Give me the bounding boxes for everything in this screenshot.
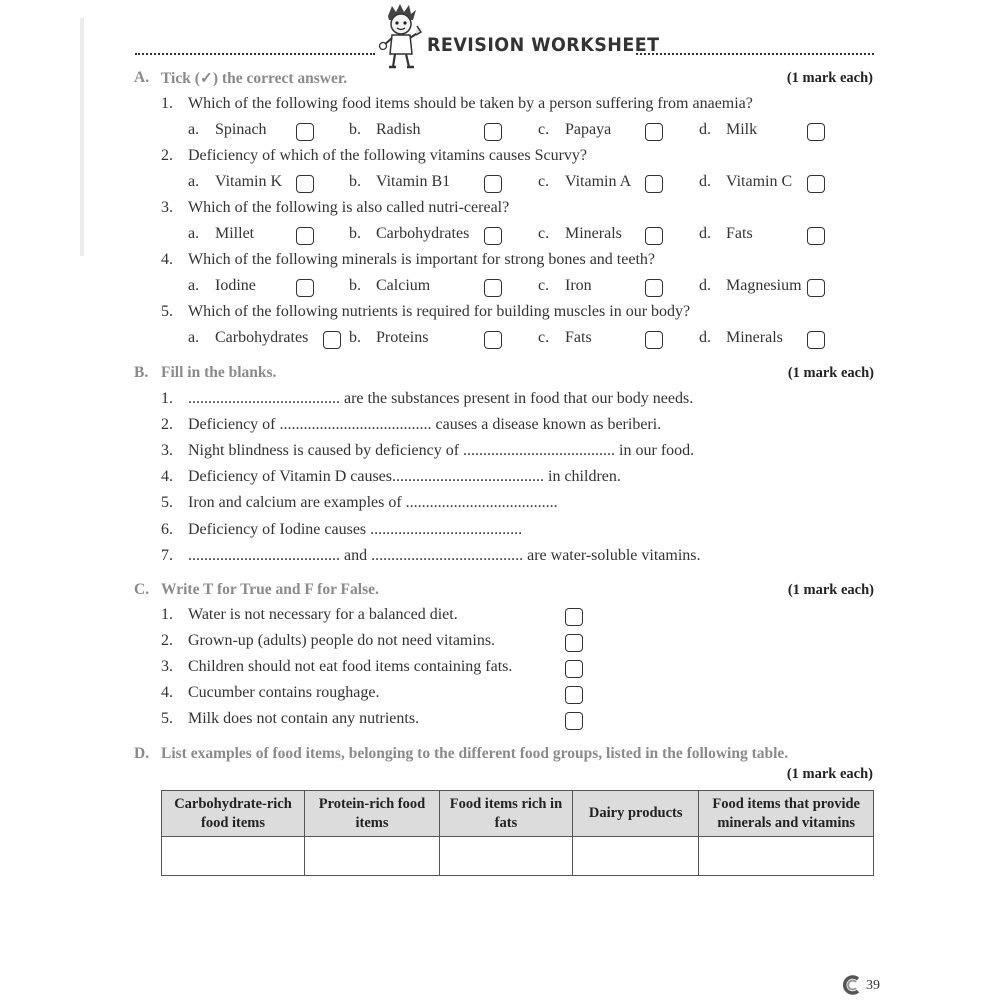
tf-item-number: 3. (161, 658, 173, 675)
publisher-logo-icon (843, 975, 861, 995)
option-letter: c. (538, 277, 550, 294)
answer-checkbox[interactable] (296, 175, 314, 193)
blank-item-text: Deficiency of Vitamin D causes...................................... in children. (188, 468, 621, 486)
page-margin-shade (80, 18, 84, 256)
section-c-heading: Write T for True and F for False. (161, 581, 379, 598)
scientist-mascot-icon (378, 2, 424, 70)
option-label: Iron (565, 277, 592, 294)
option-letter: a. (188, 329, 200, 346)
table-header-cell (439, 791, 572, 837)
question-text: Which of the following food items should be taken by a person suffering from anaemia? (188, 95, 753, 112)
question-text: Deficiency of which of the following vitamins causes Scurvy? (188, 147, 587, 164)
option-label: Millet (215, 225, 255, 242)
option-letter: c. (538, 173, 550, 190)
option-letter: b. (349, 173, 361, 190)
tf-answer-box[interactable] (565, 686, 583, 704)
option-letter: a. (188, 121, 200, 138)
section-d-marks: (1 mark each) (786, 766, 873, 782)
tf-statement: Cucumber contains roughage. (188, 684, 380, 701)
answer-checkbox[interactable] (296, 123, 314, 141)
option-label: Carbohydrates (376, 225, 470, 242)
answer-checkbox[interactable] (484, 331, 502, 349)
tf-statement: Water is not necessary for a balanced diet. (188, 606, 458, 623)
section-a-heading: Tick (✓) the correct answer. (161, 70, 348, 87)
option-label: Milk (726, 121, 758, 138)
option-label: Papaya (565, 121, 612, 138)
answer-checkbox[interactable] (645, 227, 663, 245)
table-header-line: Protein-rich food (318, 795, 426, 812)
blank-item-number: 3. (161, 442, 173, 460)
option-letter: d. (699, 225, 711, 242)
table-header-cell (305, 791, 440, 837)
table-answer-cell[interactable] (305, 837, 440, 876)
answer-checkbox[interactable] (645, 123, 663, 141)
tf-item-number: 5. (161, 710, 173, 727)
question-text: Which of the following nutrients is required for building muscles in our body? (188, 303, 691, 320)
question-number: 3. (161, 199, 173, 216)
option-letter: c. (538, 121, 550, 138)
table-answer-cell[interactable] (162, 837, 305, 876)
question-number: 1. (161, 95, 173, 112)
tf-answer-box[interactable] (565, 660, 583, 678)
blank-item-text: ...................................... and ...................................... are water-soluble vitamins. (188, 546, 701, 564)
answer-checkbox[interactable] (484, 123, 502, 141)
answer-checkbox[interactable] (323, 331, 341, 349)
section-c-marks: (1 mark each) (787, 582, 874, 598)
answer-checkbox[interactable] (807, 227, 825, 245)
blank-item-number: 6. (161, 520, 173, 538)
option-letter: a. (188, 277, 200, 294)
section-d-label: D. (134, 745, 150, 762)
answer-checkbox[interactable] (484, 227, 502, 245)
blank-item-number: 7. (161, 546, 173, 564)
option-label: Spinach (215, 121, 267, 138)
option-label: Calcium (376, 277, 431, 294)
option-letter: a. (188, 173, 200, 190)
option-letter: d. (699, 173, 711, 190)
table-header-cell (699, 791, 874, 837)
question-text: Which of the following minerals is important for strong bones and teeth? (188, 251, 655, 268)
blank-item-number: 2. (161, 416, 173, 434)
option-letter: b. (349, 329, 361, 346)
option-label: Fats (726, 225, 753, 242)
blank-item-text: Deficiency of ...................................... causes a disease known as beriberi. (188, 416, 662, 434)
table-answer-cell[interactable] (572, 837, 698, 876)
option-letter: c. (538, 329, 550, 346)
section-b-heading: Fill in the blanks. (161, 364, 277, 381)
option-label: Fats (565, 329, 592, 346)
worksheet-title: REVISION WORKSHEET (427, 34, 660, 56)
answer-checkbox[interactable] (484, 279, 502, 297)
option-label: Minerals (565, 225, 622, 242)
page-number: 39 (866, 978, 880, 993)
option-label: Magnesium (726, 277, 802, 294)
option-label: Proteins (376, 329, 429, 346)
tf-statement: Children should not eat food items containing fats. (188, 658, 513, 675)
answer-checkbox[interactable] (296, 279, 314, 297)
option-label: Iodine (215, 277, 256, 294)
section-a-marks: (1 mark each) (786, 70, 873, 86)
answer-checkbox[interactable] (807, 279, 825, 297)
option-label: Radish (376, 121, 421, 138)
option-label: Vitamin A (565, 173, 632, 190)
option-label: Minerals (726, 329, 783, 346)
table-header-cell (162, 791, 305, 837)
section-b-marks: (1 mark each) (787, 365, 874, 381)
tf-answer-box[interactable] (565, 608, 583, 626)
question-text: Which of the following is also called nutri-cereal? (188, 199, 510, 216)
option-letter: c. (538, 225, 550, 242)
table-header-line: Food items rich in (449, 795, 563, 812)
table-answer-cell[interactable] (439, 837, 572, 876)
tf-statement: Milk does not contain any nutrients. (188, 710, 420, 727)
blank-item-text: Deficiency of Iodine causes ...................................... (188, 520, 523, 538)
question-number: 4. (161, 251, 173, 268)
table-header-line: Carbohydrate-rich (174, 795, 292, 812)
option-letter: a. (188, 225, 200, 242)
option-letter: b. (349, 277, 361, 294)
blank-item-text: ...................................... are the substances present in food that our body needs. (188, 390, 694, 407)
answer-checkbox[interactable] (645, 175, 663, 193)
blank-item-number: 1. (161, 390, 173, 407)
section-a-label: A. (134, 69, 150, 86)
table-header-line: items (355, 814, 389, 831)
table-header-cell (572, 791, 698, 837)
header-dotted-rule-left (135, 53, 375, 55)
blank-item-text: Iron and calcium are examples of ...................................... (188, 494, 558, 512)
answer-checkbox[interactable] (645, 331, 663, 349)
option-label: Vitamin C (726, 173, 793, 190)
option-letter: d. (699, 277, 711, 294)
answer-checkbox[interactable] (645, 279, 663, 297)
option-label: Vitamin K (215, 173, 283, 190)
section-c-label: C. (134, 581, 150, 598)
answer-checkbox[interactable] (484, 175, 502, 193)
question-number: 2. (161, 147, 173, 164)
section-d-heading: List examples of food items, belonging to the different food groups, listed in the following table. (161, 745, 789, 762)
option-letter: d. (699, 121, 711, 138)
answer-checkbox[interactable] (807, 123, 825, 141)
answer-checkbox[interactable] (807, 331, 825, 349)
option-letter: d. (699, 329, 711, 346)
tf-answer-box[interactable] (565, 634, 583, 652)
blank-item-text: Night blindness is caused by deficiency of ...................................... in our food. (188, 442, 695, 460)
section-b-label: B. (134, 364, 149, 381)
answer-checkbox[interactable] (807, 175, 825, 193)
header-dotted-rule-right (636, 53, 874, 55)
tf-statement: Grown-up (adults) people do not need vitamins. (188, 632, 496, 649)
option-letter: b. (349, 121, 361, 138)
option-label: Vitamin B1 (376, 173, 451, 190)
answer-checkbox[interactable] (296, 227, 314, 245)
question-number: 5. (161, 303, 173, 320)
blank-item-number: 4. (161, 468, 173, 486)
option-label: Carbohydrates (215, 329, 309, 346)
tf-item-number: 4. (161, 684, 173, 701)
blank-item-number: 5. (161, 494, 173, 512)
table-header-line: Dairy products (588, 805, 683, 821)
food-groups-table (161, 790, 874, 876)
tf-item-number: 2. (161, 632, 173, 649)
table-header-line: fats (494, 814, 518, 831)
tf-answer-box[interactable] (565, 712, 583, 730)
option-letter: b. (349, 225, 361, 242)
table-header-line: food items (200, 814, 266, 831)
table-answer-cell[interactable] (699, 837, 874, 876)
tf-item-number: 1. (161, 606, 173, 623)
table-header-line: minerals and vitamins (717, 814, 856, 831)
table-header-line: Food items that provide (712, 795, 860, 812)
